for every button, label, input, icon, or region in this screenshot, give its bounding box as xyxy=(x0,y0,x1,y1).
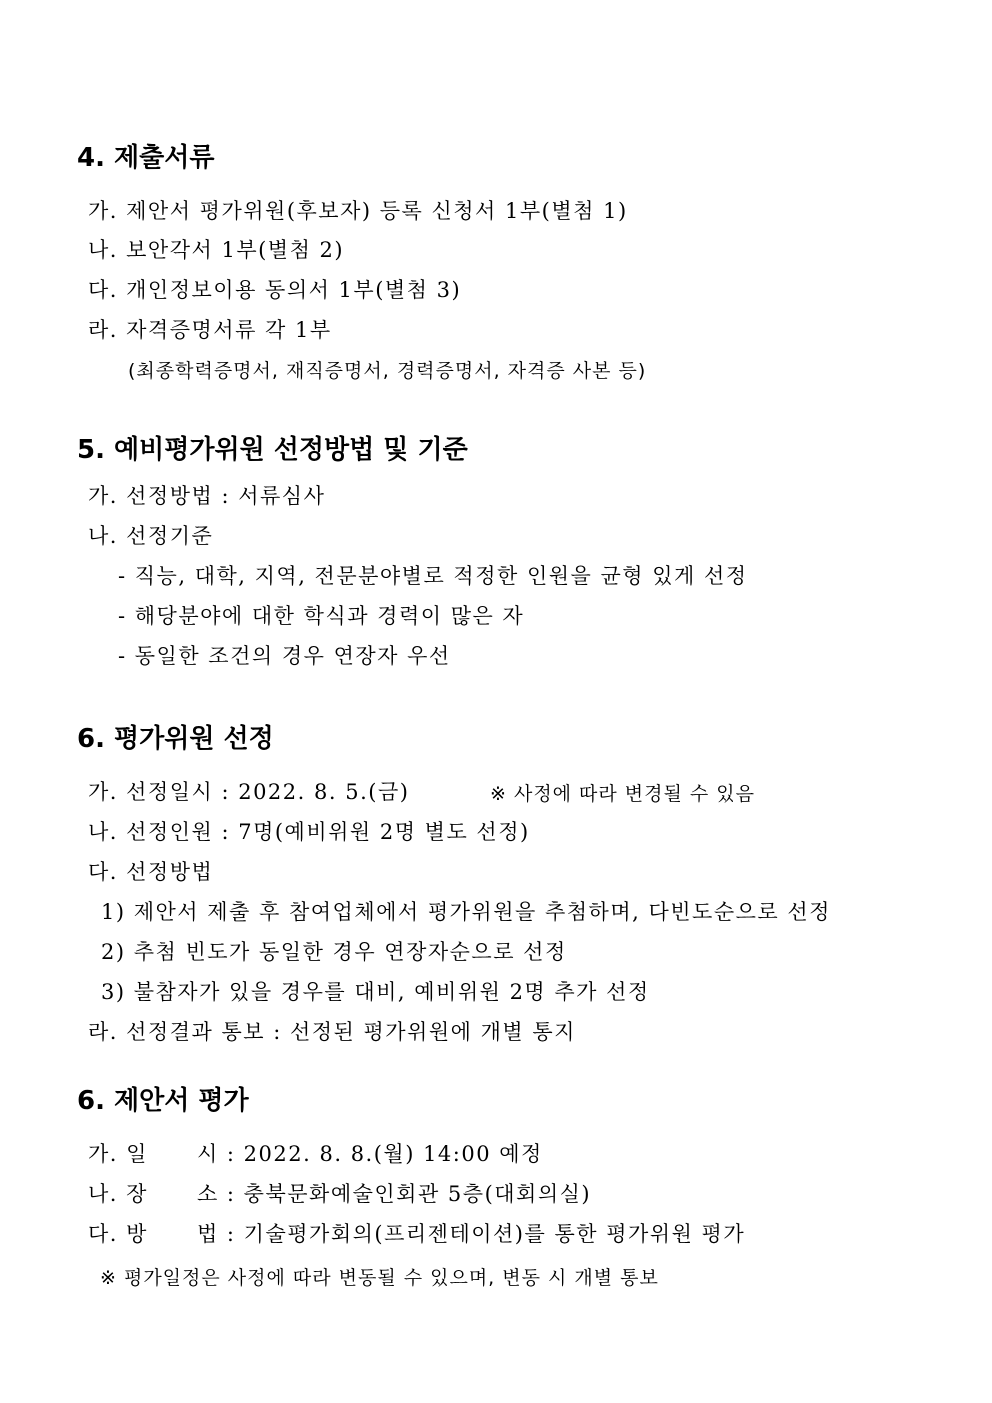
bullet-item: - 직능, 대학, 지역, 전문분야별로 적정한 인원을 균형 있게 선정 xyxy=(118,564,748,588)
bullet-item: - 해당분야에 대한 학식과 경력이 많은 자 xyxy=(118,604,525,628)
list-item: 나. 선정기준 xyxy=(88,524,214,548)
numbered-item: 1) 제안서 제출 후 참여업체에서 평가위원을 추첨하며, 다빈도순으로 선정 xyxy=(101,900,831,924)
list-item: 라. 자격증명서류 각 1부 xyxy=(88,318,332,342)
section-heading-submission-documents: 4. 제출서류 xyxy=(77,143,215,173)
list-item: 가. 선정일시 : 2022. 8. 5.(금) xyxy=(88,780,410,804)
list-item: 나. 보안각서 1부(별첨 2) xyxy=(88,238,345,262)
footnote: ※ 평가일정은 사정에 따라 변동될 수 있으며, 변동 시 개별 통보 xyxy=(100,1267,659,1289)
inline-note: ※ 사정에 따라 변경될 수 있음 xyxy=(490,783,756,805)
numbered-item: 2) 추첨 빈도가 동일한 경우 연장자순으로 선정 xyxy=(101,940,567,964)
section-heading-proposal-evaluation: 6. 제안서 평가 xyxy=(77,1086,249,1116)
list-item: 가. 일 시 : 2022. 8. 8.(월) 14:00 예정 xyxy=(88,1142,543,1166)
list-item: 나. 장 소 : 충북문화예술인회관 5층(대회의실) xyxy=(88,1182,592,1206)
list-item: 가. 선정방법 : 서류심사 xyxy=(88,484,326,508)
list-item: 라. 선정결과 통보 : 선정된 평가위원에 개별 통지 xyxy=(88,1020,576,1044)
list-item: 다. 방 법 : 기술평가회의(프리젠테이션)를 통한 평가위원 평가 xyxy=(88,1222,746,1246)
numbered-item: 3) 불참자가 있을 경우를 대비, 예비위원 2명 추가 선정 xyxy=(101,980,650,1004)
list-item: 다. 선정방법 xyxy=(88,860,214,884)
list-item: 다. 개인정보이용 동의서 1부(별첨 3) xyxy=(88,278,462,302)
bullet-item: - 동일한 조건의 경우 연장자 우선 xyxy=(118,644,451,668)
section-heading-selection-criteria: 5. 예비평가위원 선정방법 및 기준 xyxy=(77,435,468,465)
section-heading-evaluator-selection: 6. 평가위원 선정 xyxy=(77,724,274,754)
list-item: 나. 선정인원 : 7명(예비위원 2명 별도 선정) xyxy=(88,820,530,844)
list-item: 가. 제안서 평가위원(후보자) 등록 신청서 1부(별첨 1) xyxy=(88,199,628,223)
sub-note: (최종학력증명서, 재직증명서, 경력증명서, 자격증 사본 등) xyxy=(128,360,647,382)
